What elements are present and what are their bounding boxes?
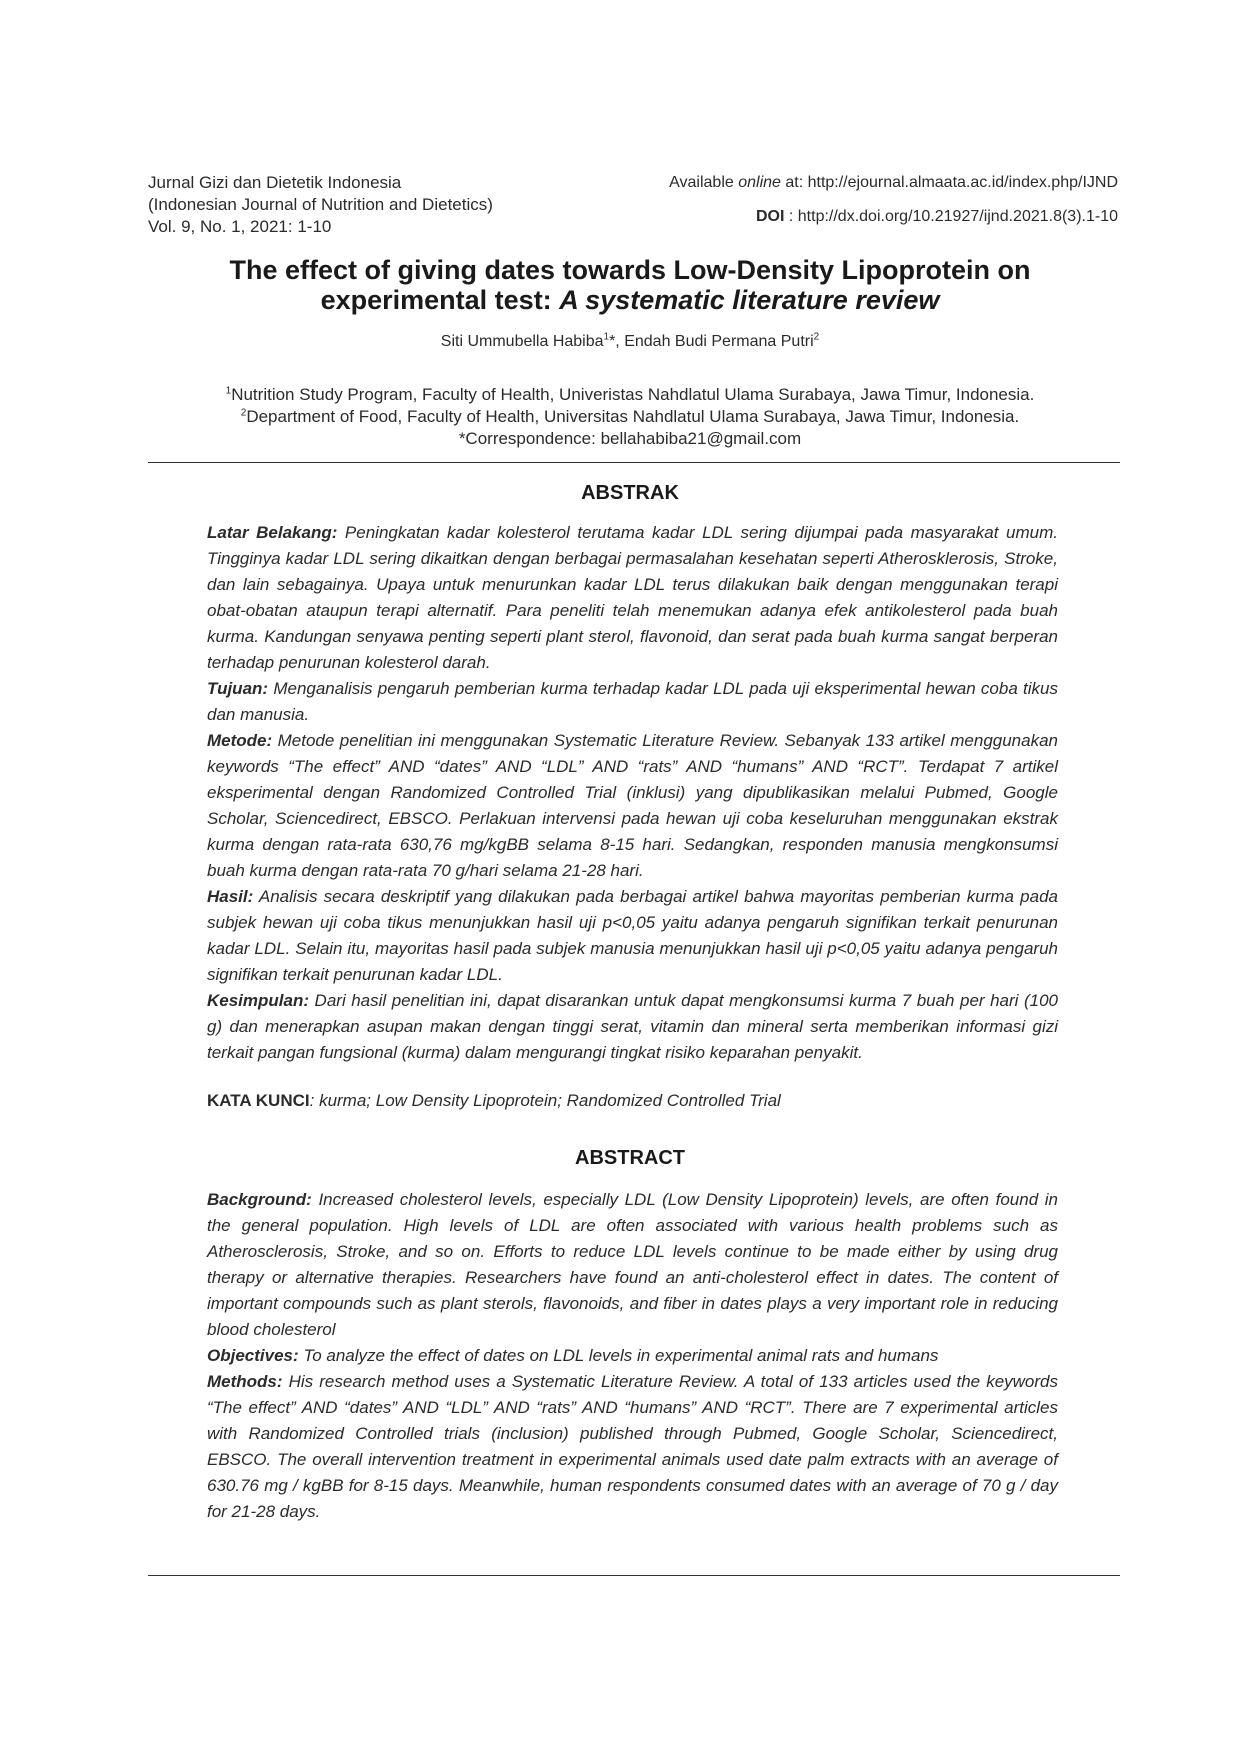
tujuan-label: Tujuan: [207,679,269,698]
article-title [140,255,1120,315]
metode-text: Metode penelitian ini menggunakan Systematic Literature Review. Sebanyak 133 artikel menggunakan keywords “The effect” AND “dates” AND “LDL” AND “rats” AND “humans” AND “RCT”. Terdapat 7 artikel eksperimental dengan Randomized Controlled Trial (inklusi) yang dipublikasikan melalui Pubmed, Google Scholar, Sciencedirect, EBSCO. Perlakuan intervensi pada hewan uji coba keseluruhan menggunakan ekstrak kurma dengan rata-rata 630,76 mg/kgBB selama 8-15 hari. Sedangkan, responden manusia mengkonsumsi buah kurma dengan rata-rata 70 g/hari selama 21-28 hari. [207,731,1058,880]
latar-label: Latar Belakang: [207,523,338,542]
metode-label: Metode: [207,731,273,750]
hasil-text: Analisis secara deskriptif yang dilakukan pada berbagai artikel bahwa mayoritas pemberian kurma pada subjek hewan uji coba tikus menunjukkan hasil uji p<0,05 yaitu adanya pengaruh signifikan terkait penurunan kadar LDL. Selain itu, mayoritas hasil pada subjek manusia menunjukkan hasil uji p<0,05 yaitu adanya pengaruh signifikan terkait penurunan kadar LDL. [207,887,1058,984]
hasil-label: Hasil: [207,887,254,906]
background-text: Increased cholesterol levels, especially LDL (Low Density Lipoprotein) levels, are often found in the general population. High levels of LDL are often associated with various health problems such as Atherosclerosis, Stroke, and so on. Efforts to reduce LDL levels continue to be made either by using drug therapy or alternative therapies. Researchers have found an anti-cholesterol effect in dates. The content of important compounds such as plant sterols, flavonoids, and fiber in dates plays a very important role in reducing blood cholesterol [207,1190,1058,1339]
kesimpulan-text: Dari hasil penelitian ini, dapat disarankan untuk dapat mengkonsumsi kurma 7 buah per hari (100 g) dan menerapkan asupan makan dengan tinggi serat, vitamin dan mineral serta memberikan informasi gizi terkait pangan fungsional (kurma) dalam mengurangi tingkat risiko keparahan penyakit. [207,991,1058,1062]
doi-label: DOI [755,208,785,225]
keywords [207,1091,781,1111]
affiliation-2-text: Department of Food, Faculty of Health, Universitas Nahdlatul Ulama Surabaya, Jawa Timur, Indonesia. [246,407,1020,426]
title-line-1: The effect of giving dates towards Low-Density Lipoprotein on [229,255,1031,285]
author-1: Siti Ummubella Habiba [440,333,604,350]
abstrak-kesimpulan [207,988,1058,1066]
doi-link[interactable]: : http://dx.doi.org/10.21927/ijnd.2021.8(3).1-10 [784,208,1118,225]
doi-line [669,206,1118,228]
available-italic: online [738,174,781,191]
keywords-value: : kurma; Low Density Lipoprotein; Randomized Controlled Trial [309,1091,781,1110]
journal-info [148,172,493,238]
affiliation-1-text: Nutrition Study Program, Faculty of Health, Univeristas Nahdlatul Ulama Surabaya, Jawa Timur, Indonesia. [231,385,1035,404]
author-list [140,333,1120,351]
abstrak-latar-belakang [207,520,1058,676]
journal-name: Jurnal Gizi dan Dietetik Indonesia [148,173,402,192]
objectives-text: To analyze the effect of dates on LDL levels in experimental animal rats and humans [298,1346,939,1365]
abstrak-body [207,520,1058,1066]
author-2: Endah Budi Permana Putri [624,333,814,350]
journal-english-name: (Indonesian Journal of Nutrition and Dietetics) [148,195,493,214]
affiliation-2-sup: 2 [240,407,247,419]
author-1-mark: *, [609,333,625,350]
abstract-methods [207,1369,1058,1525]
correspondence: *Correspondence: bellahabiba21@gmail.com [458,429,802,448]
background-label: Background: [207,1190,312,1209]
methods-text: His research method uses a Systematic Literature Review. A total of 133 articles used the keywords “The effect” AND “dates” AND “LDL” AND “rats” AND “humans” AND “RCT”. There are 7 experimental articles with Randomized Controlled trials (inclusion) published through Pubmed, Google Scholar, Sciencedirect, EBSCO. The overall intervention treatment in experimental animals used date palm extracts with an average of 630.76 mg / kgBB for 8-15 days. Meanwhile, human respondents consumed dates with an average of 70 g / day for 21-28 days. [207,1372,1058,1521]
author-2-sup: 2 [813,331,820,343]
latar-text: Peningkatan kadar kolesterol terutama kadar LDL sering dijumpai pada masyarakat umum. Tingginya kadar LDL sering dikaitkan dengan berbagai permasalahan kesehatan seperti Atherosklerosis, Stroke, dan lain sebagainya. Upaya untuk menurunkan kadar LDL terus dilakukan baik dengan menggunakan terapi obat-obatan ataupun terapi alternatif. Para peneliti telah menemukan adanya efek antikolesterol pada buah kurma. Kandungan senyawa penting seperti plant sterol, flavonoid, dan serat pada buah kurma sangat berperan terhadap penurunan kolesterol darah. [207,523,1058,672]
title-line-2-plain: experimental test: [320,285,560,315]
affiliation-2 [140,406,1120,428]
available-prefix: Available [669,174,739,191]
top-divider [148,462,1120,463]
journal-links [669,172,1118,228]
journal-volume: Vol. 9, No. 1, 2021: 1-10 [148,217,332,236]
author-1-sup: 1 [603,331,610,343]
title-line-2-italic: A systematic literature review [559,285,940,315]
bottom-divider [148,1575,1120,1576]
tujuan-text: Menganalisis pengaruh pemberian kurma terhadap kadar LDL pada uji eksperimental hewan coba tikus dan manusia. [207,679,1058,724]
abstrak-heading: ABSTRAK [581,482,679,504]
abstract-body [207,1187,1058,1525]
abstract-background [207,1187,1058,1343]
affiliations [140,384,1120,450]
abstract-objectives [207,1343,1058,1369]
title-line-2 [140,285,1120,315]
kesimpulan-label: Kesimpulan: [207,991,310,1010]
abstrak-metode [207,728,1058,884]
methods-label: Methods: [207,1372,283,1391]
journal-url[interactable]: at: http://ejournal.almaata.ac.id/index.php/IJND [780,174,1118,191]
available-online-line [669,172,1118,194]
abstrak-tujuan [207,676,1058,728]
abstrak-hasil [207,884,1058,988]
objectives-label: Objectives: [207,1346,299,1365]
affiliation-1 [140,384,1120,406]
keywords-label: KATA KUNCI [207,1091,310,1110]
affiliation-1-sup: 1 [225,385,232,397]
abstract-heading: ABSTRACT [575,1147,685,1169]
